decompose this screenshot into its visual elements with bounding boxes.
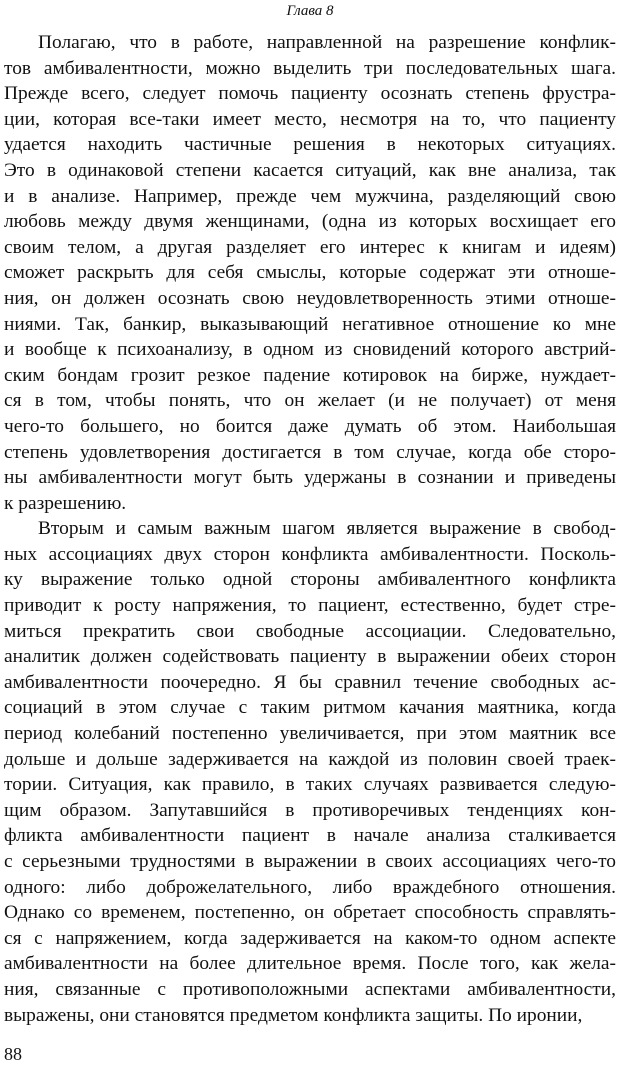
text-line: одного: либо доброжелательного, либо враждебного отношения. xyxy=(4,876,616,898)
text-line: Полагаю, что в работе, направленной на разрешение конфлик- xyxy=(38,32,616,53)
text-line: Однако со временем, постепенно, он обретает способность справлять- xyxy=(4,902,616,924)
text-line: приводит к росту напряжения, то пациент, естественно, будет стре- xyxy=(4,595,616,617)
text-line: дольше и дольше задерживается на каждой из половин своей траек- xyxy=(4,748,616,770)
text-line: любовь между двумя женщинами, (одна из которых восхищает его xyxy=(4,211,616,233)
paragraph-2 xyxy=(4,516,616,1028)
text-line: выражены, они становятся предметом конфликта защиты. По иронии, xyxy=(4,1004,583,1026)
text-line: чего-то большего, но боится даже думать об этом. Наибольшая xyxy=(4,415,616,437)
text-line: ния, он должен осознать свою неудовлетворенность этими отноше- xyxy=(4,287,616,309)
text-line: с серьезными трудностями в выражении в своих ассоциациях чего-то xyxy=(4,851,616,872)
text-line: аналитик должен содействовать пациенту в выражении обеих сторон xyxy=(4,646,616,668)
text-line: социаций в этом случае с таким ритмом качания маятника, когда xyxy=(4,697,616,719)
text-line: степень удовлетворения достигается в том случае, когда обе сторо- xyxy=(4,441,616,463)
running-head: Глава 8 xyxy=(286,3,334,19)
text-line: щим образом. Запутавшийся в противоречивых тенденциях кон- xyxy=(4,799,616,821)
text-line: ским бондам грозит резкое падение котировок на бирже, нуждает- xyxy=(4,364,616,386)
text-line: ния, связанные с противоположными аспектами амбивалентности, xyxy=(4,978,616,1000)
text-line: Это в одинаковой степени касается ситуаций, как вне анализа, так xyxy=(4,159,616,181)
text-line: к разрешению. xyxy=(4,492,127,514)
text-line: удается находить частичные решения в некоторых ситуациях. xyxy=(4,134,616,156)
text-line: ных ассоциациях двух сторон конфликта амбивалентности. Посколь- xyxy=(4,543,616,565)
text-line: миться прекратить свои свободные ассоциации. Следовательно, xyxy=(4,620,616,642)
text-line: тории. Ситуация, как правило, в таких случаях развивается следую- xyxy=(4,774,616,796)
text-line: ны амбивалентности могут быть удержаны в сознании и приведены xyxy=(4,467,616,489)
paragraph-1 xyxy=(4,30,616,516)
body-text xyxy=(4,30,616,1028)
text-line: тов амбивалентности, можно выделить три последовательных шага. xyxy=(4,57,616,79)
text-line: ку выражение только одной стороны амбивалентного конфликта xyxy=(4,569,616,591)
text-line: фликта амбивалентности пациент в начале анализа сталкивается xyxy=(4,825,616,847)
text-line: амбивалентности поочередно. Я бы сравнил течение свободных ас- xyxy=(4,671,616,693)
text-line: амбивалентности на более длительное время. После того, как жела- xyxy=(4,953,616,975)
text-line: Прежде всего, следует помочь пациенту осознать степень фрустра- xyxy=(4,83,616,105)
text-line: ся с напряжением, когда задерживается на каком-то одном аспекте xyxy=(4,927,616,949)
text-line: своим телом, а другая разделяет его интерес к книгам и идеям) xyxy=(4,236,616,258)
text-line: Вторым и самым важным шагом является выражение в свобод- xyxy=(38,518,616,540)
text-line: и в анализе. Например, прежде чем мужчина, разделяющий свою xyxy=(4,185,616,207)
text-line: и вообще к психоанализу, в одном из сновидений которого австрий- xyxy=(4,339,616,361)
text-line: период колебаний постепенно увеличивается, при этом маятник все xyxy=(4,723,616,745)
text-line: ниями. Так, банкир, выказывающий негативное отношение ко мне xyxy=(4,313,616,335)
text-line: ся в том, чтобы понять, что он желает (и не получает) от меня xyxy=(4,390,616,412)
text-line: ции, которая все-таки имеет место, несмотря на то, что пациенту xyxy=(4,108,616,130)
text-line: сможет раскрыть для себя смыслы, которые содержат эти отноше- xyxy=(4,262,616,284)
page-number: 88 xyxy=(4,1044,22,1064)
